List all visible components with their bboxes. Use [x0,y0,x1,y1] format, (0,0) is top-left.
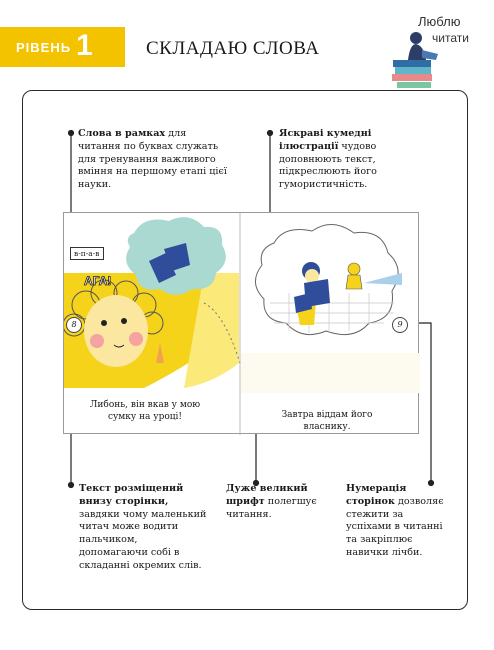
note-large-font-text: полегшує читання. [226,495,317,520]
note-illustrations-text: чудово доповнюють текст, підкреслюють його гумористичність. [279,140,377,191]
book-spread [63,212,419,434]
note-text-bottom-text: завдяки чому маленький читач може водити пальчиком, допомагаючи собі в складанні окремих слів. [79,508,207,571]
logo-line2: читати [432,31,469,45]
note-large-font-bold: Дуже великий шрифт [226,483,308,507]
word-box: в-п-а-в [70,247,104,260]
note-page-numbers [346,483,450,560]
note-word-frames-text: для читання по буквах служать для тренування важливого вміння на першому етапі цієї науки. [78,128,227,191]
exclaim-text: АГА! [84,274,112,288]
note-page-numbers-text: дозволяє стежити за успіхами в читанні та закріплює навички лічби. [346,495,444,558]
level-number: 1 [76,29,93,62]
logo-line1: Люблю [418,14,461,29]
note-text-bottom-bold: Текст розміщений внизу сторінки, [79,483,184,507]
level-word: РІВЕНЬ [16,40,72,55]
note-illustrations [279,128,404,192]
note-word-frames-bold: Слова в рамках [78,128,166,139]
right-page-number: 9 [392,317,408,333]
left-page-caption: Либонь, він вкав у мою сумку на уроці! [86,399,204,423]
note-illustrations-bold: Яскраві кумедні ілюстрації [279,128,372,152]
note-text-bottom [79,483,209,573]
note-word-frames [78,128,228,192]
page-title: СКЛАДАЮ СЛОВА [146,38,320,59]
right-page-caption: Завтра віддам його власнику. [262,409,392,433]
note-page-numbers-bold: Нумерація сторінок [346,483,407,507]
note-large-font [226,483,326,521]
left-page-number: 8 [66,317,82,333]
